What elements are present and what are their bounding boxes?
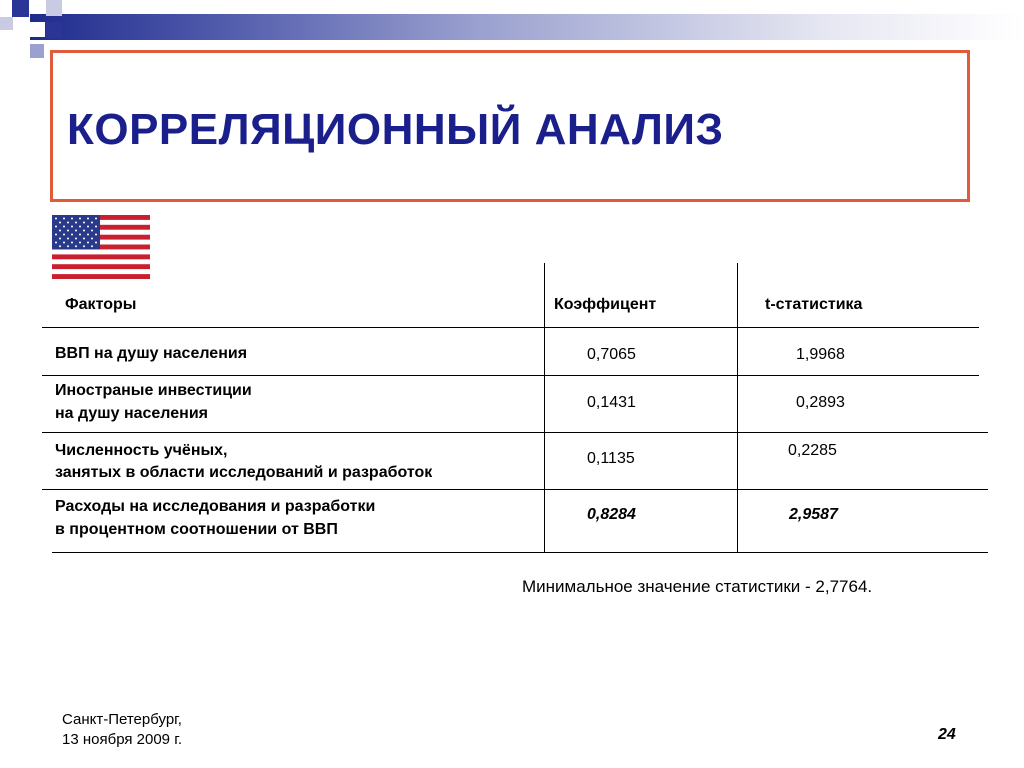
title-box — [50, 50, 970, 202]
table-divider — [737, 263, 738, 553]
decoration-square — [12, 0, 29, 17]
table-row-factor: Расходы на исследования и разработки — [55, 498, 376, 515]
page-number: 24 — [938, 726, 956, 743]
table-row-factor: Численность учёных, — [55, 442, 228, 459]
footer-city: Санкт-Петербург, — [62, 711, 182, 728]
table-row-coefficient: 0,1135 — [587, 450, 635, 467]
header-factors: Факторы — [65, 296, 137, 313]
table-row-factor: занятых в области исследований и разработок — [55, 464, 433, 481]
usa-flag-icon — [52, 215, 150, 279]
table-row-coefficient: 0,8284 — [587, 506, 636, 523]
table-row-factor: ВВП на душу населения — [55, 345, 248, 362]
footer-date: 13 ноября 2009 г. — [62, 731, 182, 748]
table-row-t-stat: 1,9968 — [796, 346, 845, 363]
decoration-square — [46, 0, 62, 16]
table-divider — [42, 375, 979, 376]
slide-title: КОРРЕЛЯЦИОННЫЙ АНАЛИЗ — [67, 105, 724, 154]
decoration-square — [30, 44, 44, 58]
decoration-square — [30, 22, 45, 37]
table-row-t-stat: 0,2285 — [788, 442, 837, 459]
footer-location — [62, 710, 182, 750]
decoration-square — [46, 22, 62, 38]
header-t-stat: t-статистика — [765, 296, 863, 313]
table-divider — [42, 432, 988, 433]
table-row-t-stat: 0,2893 — [796, 394, 845, 411]
statistic-note: Минимальное значение статистики - 2,7764. — [522, 577, 873, 596]
table-row-factor: на душу населения — [55, 405, 208, 422]
table-row-coefficient: 0,1431 — [587, 394, 636, 411]
table-divider — [544, 263, 545, 553]
decoration-square — [0, 17, 13, 30]
table-divider — [42, 489, 988, 490]
table-row-coefficient: 0,7065 — [587, 346, 636, 363]
table-divider — [52, 552, 988, 553]
table-row-factor: в процентном соотношении от ВВП — [55, 521, 338, 538]
table-divider — [42, 327, 979, 328]
header-coefficient: Коэффицент — [554, 296, 657, 313]
top-decoration-bar — [30, 14, 1024, 40]
table-row-t-stat: 2,9587 — [789, 506, 838, 523]
table-row-factor: Иностраные инвестиции — [55, 382, 252, 399]
